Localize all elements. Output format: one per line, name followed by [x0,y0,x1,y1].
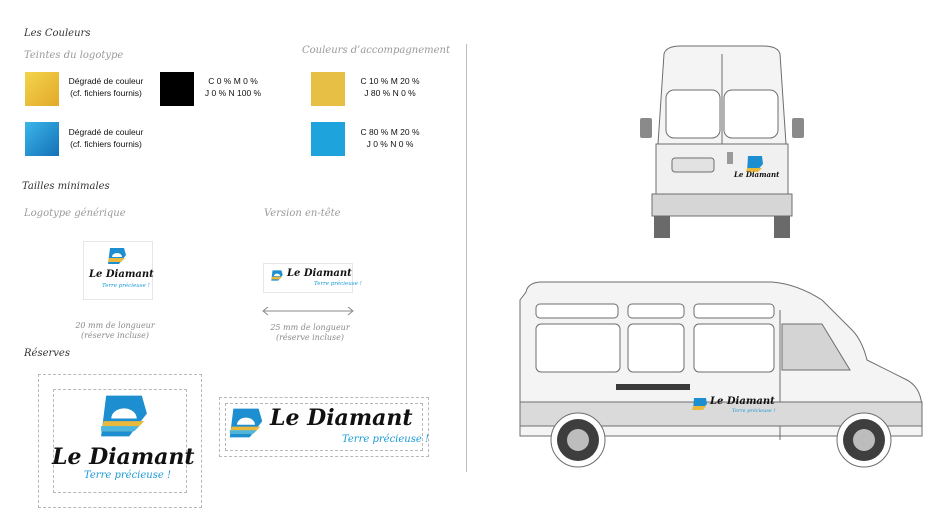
subtitle-version-entete: Version en-tête [264,208,341,219]
swatch-gold-gradient-line1: Dégradé de couleur [68,76,144,86]
swatch-gold-flat-line1: C 10 % M 20 % [360,76,420,86]
vertical-divider [466,44,467,472]
diamond-emblem-icon [270,269,284,282]
subtitle-logotype-generique: Logotype générique [24,208,126,219]
logo-generic-small [83,241,153,300]
swatch-blue-flat [311,122,345,156]
swatch-black-line1: C 0 % M 0 % [208,76,258,86]
van-rear-logo-name: Le Diamant [734,170,780,179]
swatch-gold-gradient [25,72,59,106]
swatch-blue-gradient-label [64,126,148,150]
swatch-blue-gradient [25,122,59,156]
logo-reserve-generic-name: Le Diamant [52,444,195,470]
swatch-gold-gradient-label [64,75,148,99]
swatch-gold-gradient-line2: (cf. fichiers fournis) [70,88,142,98]
caption-header-line1: 25 mm de longueur [270,323,350,332]
logo-reserve-generic-tagline: Terre précieuse ! [84,470,171,481]
van-side-view [512,280,926,474]
diamond-emblem-medium-icon [226,405,266,441]
section-title-couleurs: Les Couleurs [24,28,91,39]
swatch-blue-flat-line1: C 80 % M 20 % [360,127,420,137]
swatch-gold-flat [311,72,345,106]
swatch-black [160,72,194,106]
van-side-logo-tagline: Terre précieuse ! [732,408,776,414]
swatch-black-line2: J 0 % N 100 % [204,88,262,98]
diamond-emblem-large-icon [96,390,152,442]
logo-header-small-tagline: Terre précieuse ! [314,281,362,287]
subtitle-couleurs-accompagnement: Couleurs d’accompagnement [302,45,450,56]
section-title-reserves: Réserves [24,348,70,359]
logo-header-small [263,263,362,293]
swatch-black-label [200,75,266,99]
logo-reserve-header-name: Le Diamant [270,405,413,431]
van-rear-view [636,44,808,240]
logo-generic-small-tagline: Terre précieuse ! [102,283,150,289]
swatch-gold-flat-line2: J 80 % N 0 % [364,88,416,98]
caption-header-size [255,323,365,343]
diamond-emblem-icon [106,246,128,266]
swatch-blue-flat-line2: J 0 % N 0 % [366,139,414,149]
caption-generic-line2: (réserve incluse) [80,331,149,340]
section-title-tailles: Tailles minimales [22,181,110,192]
caption-generic-line1: 20 mm de longueur [75,321,155,330]
measure-arrow-icon [262,306,354,316]
swatch-blue-gradient-line2: (cf. fichiers fournis) [70,139,142,149]
caption-header-line2: (réserve incluse) [275,333,344,342]
swatch-gold-flat-label [352,75,428,99]
subtitle-teintes-logo: Teintes du logotype [24,50,124,61]
swatch-blue-gradient-line1: Dégradé de couleur [68,127,144,137]
logo-reserve-header-tagline: Terre précieuse ! [342,434,429,445]
logo-header-small-name: Le Diamant [287,268,352,279]
logo-generic-small-name: Le Diamant [89,269,154,280]
van-side-logo-name: Le Diamant [710,396,775,407]
swatch-blue-flat-label [352,126,428,150]
caption-generic-size [60,321,170,341]
